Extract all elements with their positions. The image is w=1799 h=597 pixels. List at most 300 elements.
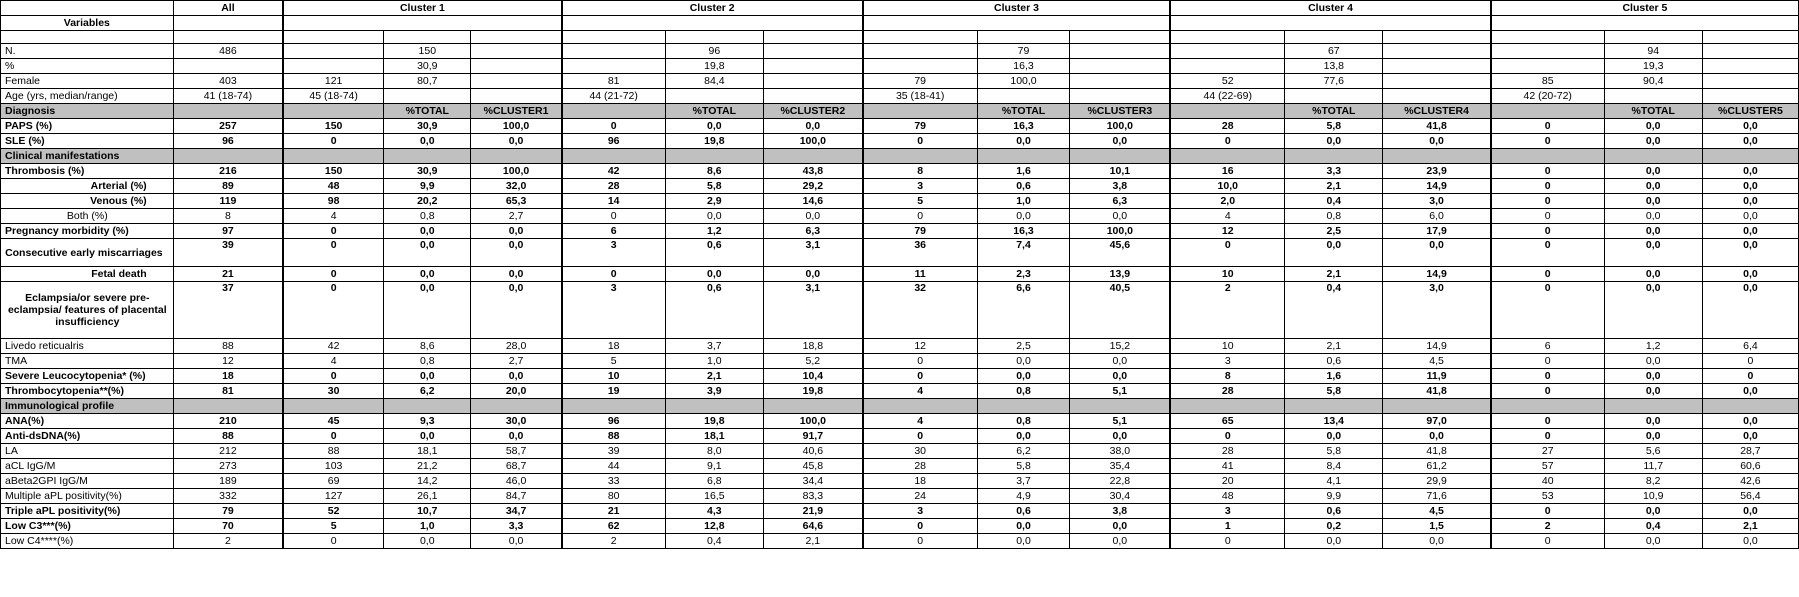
table-cell: 3 xyxy=(863,504,977,519)
table-cell: 0,0 xyxy=(471,134,562,149)
table-cell: 0,0 xyxy=(384,369,471,384)
table-cell: 212 xyxy=(173,444,283,459)
diagnosis-header-row xyxy=(1,104,1799,119)
cell: 100,0 xyxy=(977,74,1070,89)
table-cell xyxy=(1702,149,1798,164)
table-cell: 16,3 xyxy=(977,119,1070,134)
table-cell: 0,0 xyxy=(1702,119,1798,134)
cell xyxy=(471,89,562,104)
table-cell xyxy=(763,399,862,414)
row-label: Low C4****(%) xyxy=(1,534,174,549)
cell xyxy=(1170,16,1491,31)
table-cell xyxy=(1070,149,1170,164)
table-cell: 3 xyxy=(562,239,666,267)
cell: %TOTAL xyxy=(1604,104,1702,119)
table-cell: 3,8 xyxy=(1070,179,1170,194)
cell: 79 xyxy=(863,74,977,89)
table-cell xyxy=(384,399,471,414)
table-cell: 9,1 xyxy=(665,459,763,474)
table-cell: 3,0 xyxy=(1383,194,1491,209)
table-cell: 0 xyxy=(283,429,383,444)
table-cell: 0,0 xyxy=(1383,534,1491,549)
cell xyxy=(471,44,562,59)
cell: %TOTAL xyxy=(384,104,471,119)
table-cell: 0,0 xyxy=(763,267,862,282)
table-cell xyxy=(863,399,977,414)
cell xyxy=(1604,89,1702,104)
table-cell: 18,1 xyxy=(665,429,763,444)
table-cell: 18,1 xyxy=(384,444,471,459)
cell xyxy=(1491,16,1799,31)
table-cell: 16 xyxy=(1170,164,1284,179)
table-cell: 0,0 xyxy=(1383,239,1491,267)
table-cell: 2,5 xyxy=(1285,224,1383,239)
table-cell: 32,0 xyxy=(471,179,562,194)
table-cell: 8,0 xyxy=(665,444,763,459)
table-cell: 0 xyxy=(283,239,383,267)
table-row xyxy=(1,134,1799,149)
table-cell: 8 xyxy=(863,164,977,179)
table-cell: 48 xyxy=(1170,489,1284,504)
table-cell: 24 xyxy=(863,489,977,504)
table-cell: 100,0 xyxy=(471,119,562,134)
table-cell: 0 xyxy=(562,267,666,282)
table-cell: 3 xyxy=(863,179,977,194)
table-cell: 10,0 xyxy=(1170,179,1284,194)
table-cell: 0,8 xyxy=(977,414,1070,429)
table-cell: 3,3 xyxy=(1285,164,1383,179)
cell: %TOTAL xyxy=(1285,104,1383,119)
row-label: Clinical manifestations xyxy=(1,149,174,164)
table-cell: 3,7 xyxy=(977,474,1070,489)
table-cell: 5 xyxy=(283,519,383,534)
cell: 121 xyxy=(283,74,383,89)
table-cell: 18 xyxy=(863,474,977,489)
table-cell xyxy=(1070,399,1170,414)
table-cell: 0,0 xyxy=(1702,194,1798,209)
table-cell: 4 xyxy=(863,384,977,399)
table-cell: 0,6 xyxy=(1285,504,1383,519)
table-cell: 15,2 xyxy=(1070,339,1170,354)
table-cell: 5,6 xyxy=(1604,444,1702,459)
n-c3: 79 xyxy=(977,44,1070,59)
table-cell: 0,0 xyxy=(1604,267,1702,282)
table-cell: 5,1 xyxy=(1070,384,1170,399)
pct-c1: 30,9 xyxy=(384,59,471,74)
cell xyxy=(1285,89,1383,104)
cell: %CLUSTER2 xyxy=(763,104,862,119)
table-row xyxy=(1,489,1799,504)
cell xyxy=(1170,59,1284,74)
cell xyxy=(562,31,666,44)
table-cell: 2,7 xyxy=(471,354,562,369)
table-cell: 100,0 xyxy=(763,414,862,429)
cell: 44 (22-69) xyxy=(1170,89,1284,104)
cell: %CLUSTER5 xyxy=(1702,104,1798,119)
table-cell: 1,0 xyxy=(665,354,763,369)
table-cell: 0,0 xyxy=(384,134,471,149)
blank-row xyxy=(1,31,1799,44)
table-cell: 1,6 xyxy=(977,164,1070,179)
header-row-clusters xyxy=(1,1,1799,16)
table-cell: 0,0 xyxy=(1702,164,1798,179)
table-cell: 60,6 xyxy=(1702,459,1798,474)
cell xyxy=(1070,89,1170,104)
table-row xyxy=(1,267,1799,282)
table-cell: 28 xyxy=(863,459,977,474)
cell xyxy=(1170,44,1284,59)
pct-row xyxy=(1,59,1799,74)
table-cell: 41 xyxy=(1170,459,1284,474)
table-row xyxy=(1,504,1799,519)
cell: 44 (21-72) xyxy=(562,89,666,104)
table-row xyxy=(1,209,1799,224)
table-cell: 0,0 xyxy=(977,429,1070,444)
cell: 52 xyxy=(1170,74,1284,89)
table-cell: 0,0 xyxy=(977,519,1070,534)
table-cell: 1,2 xyxy=(1604,339,1702,354)
table-cell: 10,1 xyxy=(1070,164,1170,179)
cell xyxy=(1383,89,1491,104)
table-cell: 0 xyxy=(1491,369,1604,384)
table-cell: 4,3 xyxy=(665,504,763,519)
table-cell: 5,8 xyxy=(977,459,1070,474)
table-cell: 2,1 xyxy=(1702,519,1798,534)
table-cell: 0,4 xyxy=(1604,519,1702,534)
cell xyxy=(471,74,562,89)
table-cell: 88 xyxy=(173,429,283,444)
table-cell: 0,6 xyxy=(1285,354,1383,369)
cell: %CLUSTER1 xyxy=(471,104,562,119)
table-cell: 100,0 xyxy=(1070,224,1170,239)
table-cell: 6,2 xyxy=(384,384,471,399)
row-label: PAPS (%) xyxy=(1,119,174,134)
table-cell xyxy=(471,399,562,414)
table-cell: 89 xyxy=(173,179,283,194)
table-cell: 18 xyxy=(173,369,283,384)
female-row xyxy=(1,74,1799,89)
table-cell: 0,0 xyxy=(763,119,862,134)
table-cell: 45,6 xyxy=(1070,239,1170,267)
table-cell: 5,8 xyxy=(1285,444,1383,459)
table-cell: 0 xyxy=(1491,224,1604,239)
table-cell: 0,4 xyxy=(1285,194,1383,209)
table-cell xyxy=(471,149,562,164)
table-cell: 44 xyxy=(562,459,666,474)
table-cell: 5,1 xyxy=(1070,414,1170,429)
table-cell: 0,0 xyxy=(977,134,1070,149)
table-cell: 19,8 xyxy=(763,384,862,399)
table-cell: 0,0 xyxy=(471,282,562,339)
table-cell: 216 xyxy=(173,164,283,179)
table-cell: 2,3 xyxy=(977,267,1070,282)
table-cell: 34,4 xyxy=(763,474,862,489)
table-cell: 8 xyxy=(1170,369,1284,384)
table-row xyxy=(1,534,1799,549)
table-cell xyxy=(1491,399,1604,414)
table-row xyxy=(1,384,1799,399)
table-cell: 0,0 xyxy=(1604,119,1702,134)
table-cell: 97,0 xyxy=(1383,414,1491,429)
table-cell: 1,6 xyxy=(1285,369,1383,384)
table-cell: 56,4 xyxy=(1702,489,1798,504)
table-cell: 58,7 xyxy=(471,444,562,459)
table-cell: 4 xyxy=(863,414,977,429)
table-row xyxy=(1,239,1799,267)
table-cell: 39 xyxy=(173,239,283,267)
table-cell: 91,7 xyxy=(763,429,862,444)
cell xyxy=(1170,104,1284,119)
cell xyxy=(562,59,666,74)
table-row xyxy=(1,354,1799,369)
table-cell: 0 xyxy=(562,119,666,134)
table-cell: 2,1 xyxy=(1285,179,1383,194)
table-cell: 0 xyxy=(1491,164,1604,179)
table-cell: 0,0 xyxy=(1604,209,1702,224)
table-cell: 0,0 xyxy=(1070,369,1170,384)
cell xyxy=(1383,44,1491,59)
table-cell: 30,9 xyxy=(384,164,471,179)
table-cell: 64,6 xyxy=(763,519,862,534)
table-row xyxy=(1,429,1799,444)
cell xyxy=(1383,31,1491,44)
table-cell: 0 xyxy=(1170,534,1284,549)
table-cell: 8,4 xyxy=(1285,459,1383,474)
table-cell: 0,0 xyxy=(1702,134,1798,149)
row-label: Consecutive early miscarriages xyxy=(1,239,174,267)
table-cell: 18,8 xyxy=(763,339,862,354)
cell: 35 (18-41) xyxy=(863,89,977,104)
header-cluster-1: Cluster 1 xyxy=(283,1,561,16)
table-cell: 0,0 xyxy=(1702,429,1798,444)
table-cell: 16,3 xyxy=(977,224,1070,239)
cell xyxy=(763,59,862,74)
table-cell: 0,0 xyxy=(665,267,763,282)
table-cell: 0,0 xyxy=(1702,504,1798,519)
table-cell: 0 xyxy=(863,519,977,534)
table-cell: 13,4 xyxy=(1285,414,1383,429)
table-cell xyxy=(863,149,977,164)
n-c2: 96 xyxy=(665,44,763,59)
table-cell: 26,1 xyxy=(384,489,471,504)
table-cell: 70 xyxy=(173,519,283,534)
table-cell: 0,0 xyxy=(1070,354,1170,369)
table-cell: 0,0 xyxy=(1383,429,1491,444)
table-cell: 30 xyxy=(863,444,977,459)
cell xyxy=(1070,59,1170,74)
table-cell: 0,6 xyxy=(977,504,1070,519)
table-cell: 2,9 xyxy=(665,194,763,209)
cell xyxy=(863,59,977,74)
table-cell: 0 xyxy=(1491,384,1604,399)
table-cell: 2,1 xyxy=(665,369,763,384)
table-cell: 42 xyxy=(562,164,666,179)
table-cell: 0,0 xyxy=(1702,384,1798,399)
table-row xyxy=(1,369,1799,384)
table-cell: 0,0 xyxy=(1604,504,1702,519)
table-cell: 0 xyxy=(863,354,977,369)
table-cell: 98 xyxy=(283,194,383,209)
table-cell: 0,0 xyxy=(977,209,1070,224)
table-cell: 4 xyxy=(1170,209,1284,224)
table-cell: 88 xyxy=(173,339,283,354)
table-cell: 0,0 xyxy=(1285,534,1383,549)
table-cell xyxy=(1170,399,1284,414)
header-row-variables xyxy=(1,16,1799,31)
table-cell: 18 xyxy=(562,339,666,354)
pct-c2: 19,8 xyxy=(665,59,763,74)
table-cell: 332 xyxy=(173,489,283,504)
table-cell: 84,7 xyxy=(471,489,562,504)
table-cell: 0,8 xyxy=(384,209,471,224)
table-cell: 0,0 xyxy=(1383,134,1491,149)
table-cell: 0 xyxy=(863,209,977,224)
table-cell xyxy=(1491,149,1604,164)
table-cell: 0 xyxy=(1170,429,1284,444)
n-c4: 67 xyxy=(1285,44,1383,59)
table-cell: 0,0 xyxy=(1070,134,1170,149)
table-cell: 28,7 xyxy=(1702,444,1798,459)
cell: 77,6 xyxy=(1285,74,1383,89)
table-cell: 0,0 xyxy=(1702,534,1798,549)
table-cell: 0,0 xyxy=(1604,224,1702,239)
cell xyxy=(977,89,1070,104)
table-cell: 57 xyxy=(1491,459,1604,474)
cell: 81 xyxy=(562,74,666,89)
row-label: SLE (%) xyxy=(1,134,174,149)
n-c1: 150 xyxy=(384,44,471,59)
row-label: Eclampsia/or severe pre-eclampsia/ features of placental insufficiency xyxy=(1,282,174,339)
cell xyxy=(173,16,283,31)
row-label: aBeta2GPI IgG/M xyxy=(1,474,174,489)
n-all: 486 xyxy=(173,44,283,59)
table-cell: 273 xyxy=(173,459,283,474)
table-cell: 0,8 xyxy=(1285,209,1383,224)
table-cell xyxy=(1383,399,1491,414)
table-cell: 0,6 xyxy=(665,282,763,339)
table-cell: 5,8 xyxy=(1285,119,1383,134)
table-cell xyxy=(562,149,666,164)
table-cell: 14,9 xyxy=(1383,267,1491,282)
cell xyxy=(1070,44,1170,59)
table-cell: 22,8 xyxy=(1070,474,1170,489)
table-cell: 0,0 xyxy=(384,239,471,267)
table-cell: 20 xyxy=(1170,474,1284,489)
table-cell: 0,8 xyxy=(977,384,1070,399)
table-cell: 0,8 xyxy=(384,354,471,369)
table-cell: 103 xyxy=(283,459,383,474)
table-cell: 28 xyxy=(562,179,666,194)
table-cell: 20,2 xyxy=(384,194,471,209)
table-cell: 4 xyxy=(283,354,383,369)
table-cell: 2,5 xyxy=(977,339,1070,354)
cell xyxy=(665,31,763,44)
cell xyxy=(1702,44,1798,59)
table-cell: 0 xyxy=(1170,134,1284,149)
cell: 80,7 xyxy=(384,74,471,89)
table-cell: 0,0 xyxy=(1604,384,1702,399)
cell xyxy=(562,44,666,59)
table-cell xyxy=(283,149,383,164)
table-cell: 0,0 xyxy=(1604,429,1702,444)
cell xyxy=(173,59,283,74)
table-cell: 3 xyxy=(1170,504,1284,519)
cell xyxy=(471,31,562,44)
table-cell: 29,2 xyxy=(763,179,862,194)
section-header-row xyxy=(1,399,1799,414)
cell xyxy=(1702,89,1798,104)
age-row xyxy=(1,89,1799,104)
age-label: Age (yrs, median/range) xyxy=(1,89,174,104)
table-cell: 81 xyxy=(173,384,283,399)
table-cell: 52 xyxy=(283,504,383,519)
table-cell: 0,0 xyxy=(384,267,471,282)
cell xyxy=(763,44,862,59)
row-label: Triple aPL positivity(%) xyxy=(1,504,174,519)
table-cell: 0 xyxy=(1491,179,1604,194)
cell xyxy=(562,104,666,119)
row-label: Immunological profile xyxy=(1,399,174,414)
table-row xyxy=(1,459,1799,474)
table-cell xyxy=(1604,149,1702,164)
table-cell: 14,2 xyxy=(384,474,471,489)
table-cell: 2,1 xyxy=(1285,339,1383,354)
table-cell: 30,0 xyxy=(471,414,562,429)
table-cell: 30,4 xyxy=(1070,489,1170,504)
table-cell: 42,6 xyxy=(1702,474,1798,489)
table-cell: 45,8 xyxy=(763,459,862,474)
table-cell: 11,7 xyxy=(1604,459,1702,474)
cell: 45 (18-74) xyxy=(283,89,383,104)
table-cell: 43,8 xyxy=(763,164,862,179)
table-cell: 12 xyxy=(1170,224,1284,239)
table-cell: 0 xyxy=(1491,414,1604,429)
table-cell: 0 xyxy=(1491,194,1604,209)
n-label: N. xyxy=(1,44,174,59)
cell xyxy=(384,89,471,104)
cell xyxy=(283,44,383,59)
table-cell: 0,0 xyxy=(1604,134,1702,149)
row-label: Venous (%) xyxy=(1,194,174,209)
table-cell: 88 xyxy=(562,429,666,444)
table-cell: 0,0 xyxy=(1070,209,1170,224)
table-cell: 7,4 xyxy=(977,239,1070,267)
table-cell: 210 xyxy=(173,414,283,429)
table-cell: 0 xyxy=(283,369,383,384)
table-cell: 11 xyxy=(863,267,977,282)
cell xyxy=(1702,31,1798,44)
row-label: LA xyxy=(1,444,174,459)
table-cell xyxy=(977,399,1070,414)
table-cell: 0 xyxy=(1702,354,1798,369)
table-cell: 0,6 xyxy=(977,179,1070,194)
table-cell: 12 xyxy=(173,354,283,369)
table-cell: 0,4 xyxy=(665,534,763,549)
table-cell: 33 xyxy=(562,474,666,489)
table-cell: 88 xyxy=(283,444,383,459)
table-cell: 0,0 xyxy=(1702,209,1798,224)
table-cell: 65,3 xyxy=(471,194,562,209)
cell xyxy=(863,16,1171,31)
table-cell: 0,0 xyxy=(1702,414,1798,429)
table-cell: 29,9 xyxy=(1383,474,1491,489)
table-cell: 0,0 xyxy=(1604,534,1702,549)
cell: 90,4 xyxy=(1604,74,1702,89)
pct-c4: 13,8 xyxy=(1285,59,1383,74)
table-cell: 0,0 xyxy=(471,239,562,267)
table-cell: 0,0 xyxy=(384,429,471,444)
table-cell: 62 xyxy=(562,519,666,534)
